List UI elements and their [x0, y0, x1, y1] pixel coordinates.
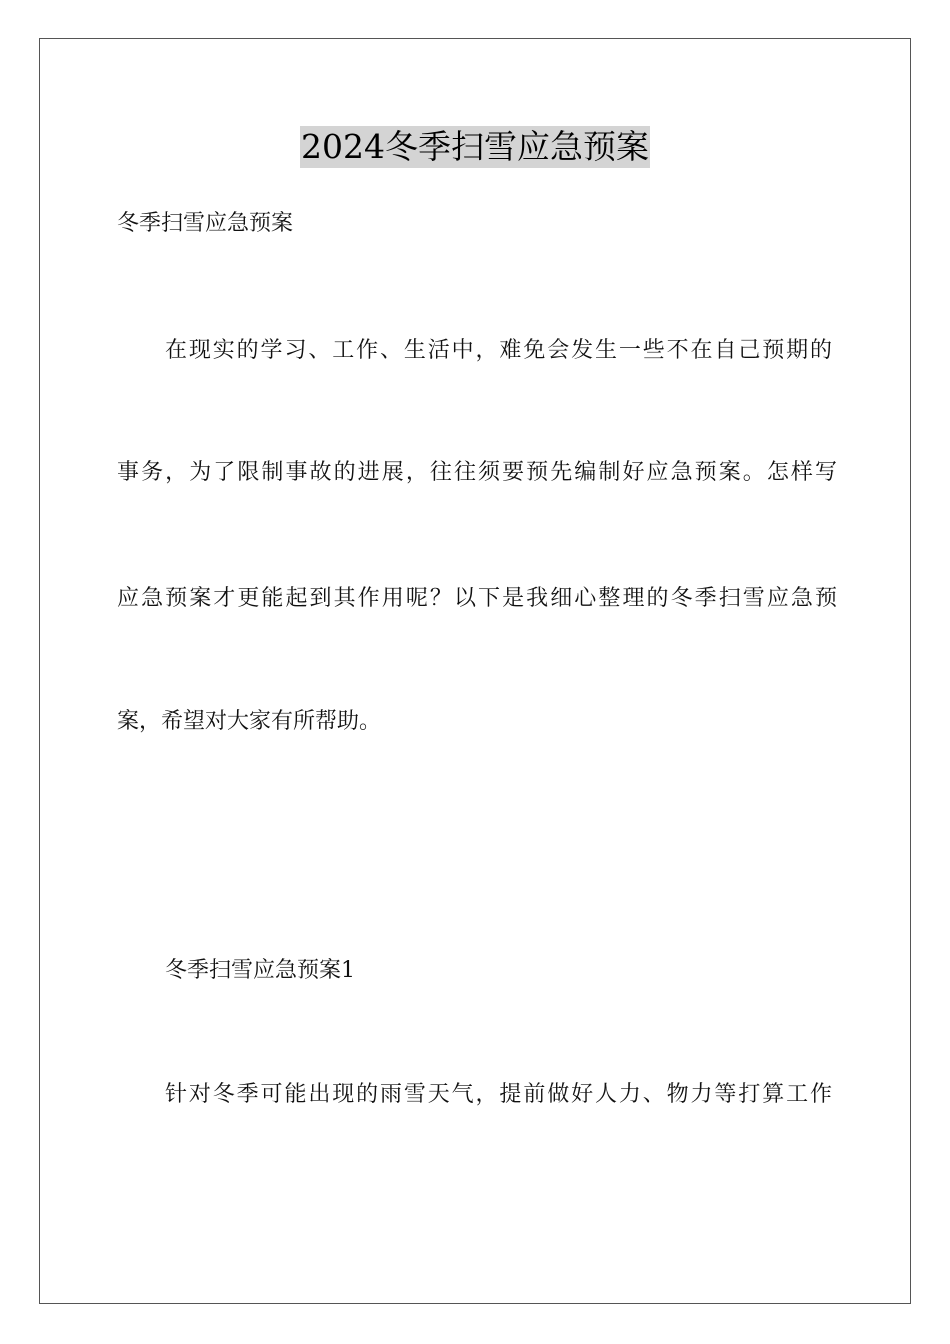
paragraph-1-line-2: 事务，为了限制事故的进展，往往须要预先编制好应急预案。怎样写: [117, 460, 837, 485]
paragraph-1-line-3: 应急预案才更能起到其作用呢？以下是我细心整理的冬季扫雪应急预: [117, 586, 837, 611]
document-subtitle: 冬季扫雪应急预案: [117, 211, 294, 236]
paragraph-1-line-1: 在现实的学习、工作、生活中，难免会发生一些不在自己预期的: [165, 338, 832, 363]
paragraph-2-line-1: 针对冬季可能出现的雨雪天气，提前做好人力、物力等打算工作: [165, 1082, 832, 1107]
paragraph-1-line-4: 案，希望对大家有所帮助。: [117, 709, 382, 734]
section-1-heading: 冬季扫雪应急预案1: [165, 958, 355, 983]
document-title: 2024冬季扫雪应急预案: [301, 127, 649, 166]
title-container: [0, 126, 950, 168]
